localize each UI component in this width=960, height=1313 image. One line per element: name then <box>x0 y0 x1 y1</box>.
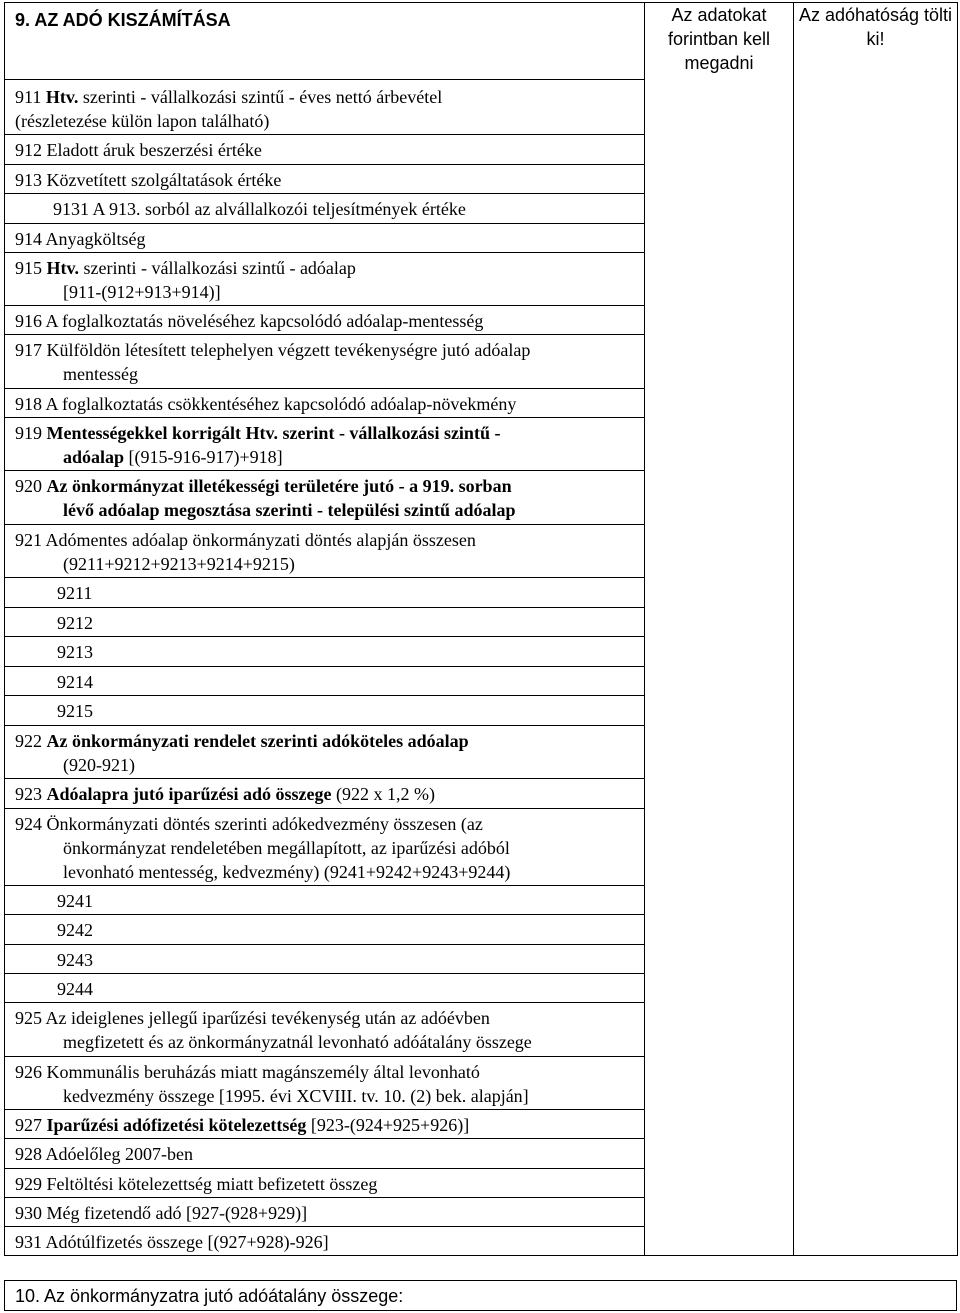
row-911: 911 Htv. szerinti - vállalkozási szintű - éves nettó árbevétel (részletezése külön lapon található) <box>5 80 958 135</box>
authority-column-label: Az adóhatóság tölti ki! <box>798 5 953 49</box>
lump-sum-label: 10. Az önkormányzatra jutó adóátalány összege: <box>5 1281 957 1311</box>
row-917: 917 Külföldön létesített telephelyen végzett tevékenységre jutó adóalap mentesség <box>5 335 958 389</box>
row-9242: 9242 <box>5 915 958 945</box>
amount-column-label: Az adatokat forintban kell megadni <box>667 5 771 73</box>
row-929: 929 Feltöltési kötelezettség miatt befizetett összeg <box>5 1169 958 1198</box>
row-921: 921 Adómentes adóalap önkormányzati döntés alapján összesen (9211+9212+9213+9214+9215) <box>5 525 958 578</box>
row-930: 930 Még fizetendő adó [927-(928+929)] <box>5 1198 958 1227</box>
header-row <box>5 3 958 80</box>
row-931: 931 Adótúlfizetés összege [(927+928)-926] <box>5 1227 958 1256</box>
row-922: 922 Az önkormányzati rendelet szerinti adóköteles adóalap (920-921) <box>5 726 958 779</box>
row-918: 918 A foglalkoztatás csökkentéséhez kapcsolódó adóalap-növekmény <box>5 389 958 418</box>
row-928: 928 Adóelőleg 2007-ben <box>5 1139 958 1169</box>
row-912: 912 Eladott áruk beszerzési értéke <box>5 135 958 165</box>
tax-calculation-table <box>4 2 958 1256</box>
row-9213: 9213 <box>5 637 958 667</box>
lump-sum-table <box>4 1280 957 1311</box>
amount-column[interactable] <box>645 3 794 1256</box>
header-title-cell <box>5 3 645 80</box>
row-9212: 9212 <box>5 608 958 637</box>
row-923: 923 Adóalapra jutó iparűzési adó összege (922 x 1,2 %) <box>5 779 958 809</box>
lump-sum-row[interactable] <box>5 1281 957 1311</box>
row-927: 927 Iparűzési adófizetési kötelezettség [923-(924+925+926)] <box>5 1110 958 1139</box>
row-920: 920 Az önkormányzat illetékességi területére jutó - a 919. sorban lévő adóalap megosztása szerinti - települési szintű adóalap <box>5 471 958 525</box>
row-924: 924 Önkormányzati döntés szerinti adókedvezmény összesen (az önkormányzat rendeletében megállapított, az iparűzési adóból levonható mentesség, kedvezmény) (9241+9242+9243+9244) <box>5 809 958 886</box>
row-919: 919 Mentességekkel korrigált Htv. szerint - vállalkozási szintű - adóalap [(915-916-917)+918] <box>5 418 958 471</box>
row-9244: 9244 <box>5 974 958 1003</box>
section-title: 9. AZ ADÓ KISZÁMÍTÁSA <box>15 10 231 30</box>
row-925: 925 Az ideiglenes jellegű iparűzési tevékenység után az adóévben megfizetett és az önkormányzatnál levonható adóátalány összege <box>5 1003 958 1057</box>
row-9243: 9243 <box>5 945 958 974</box>
row-9215: 9215 <box>5 696 958 726</box>
row-916: 916 A foglalkoztatás növeléséhez kapcsolódó adóalap-mentesség <box>5 306 958 335</box>
row-9211: 9211 <box>5 578 958 608</box>
authority-column <box>794 3 958 1256</box>
row-914: 914 Anyagköltség <box>5 224 958 253</box>
row-9131: 9131 A 913. sorból az alvállalkozói teljesítmények értéke <box>5 194 958 224</box>
row-9214: 9214 <box>5 667 958 696</box>
row-913: 913 Közvetített szolgáltatások értéke <box>5 165 958 194</box>
row-9241: 9241 <box>5 886 958 915</box>
row-915: 915 Htv. szerinti - vállalkozási szintű - adóalap [911-(912+913+914)] <box>5 253 958 306</box>
row-926: 926 Kommunális beruházás miatt magánszemély által levonható kedvezmény összege [1995. évi XCVIII. tv. 10. (2) bek. alapján] <box>5 1057 958 1110</box>
